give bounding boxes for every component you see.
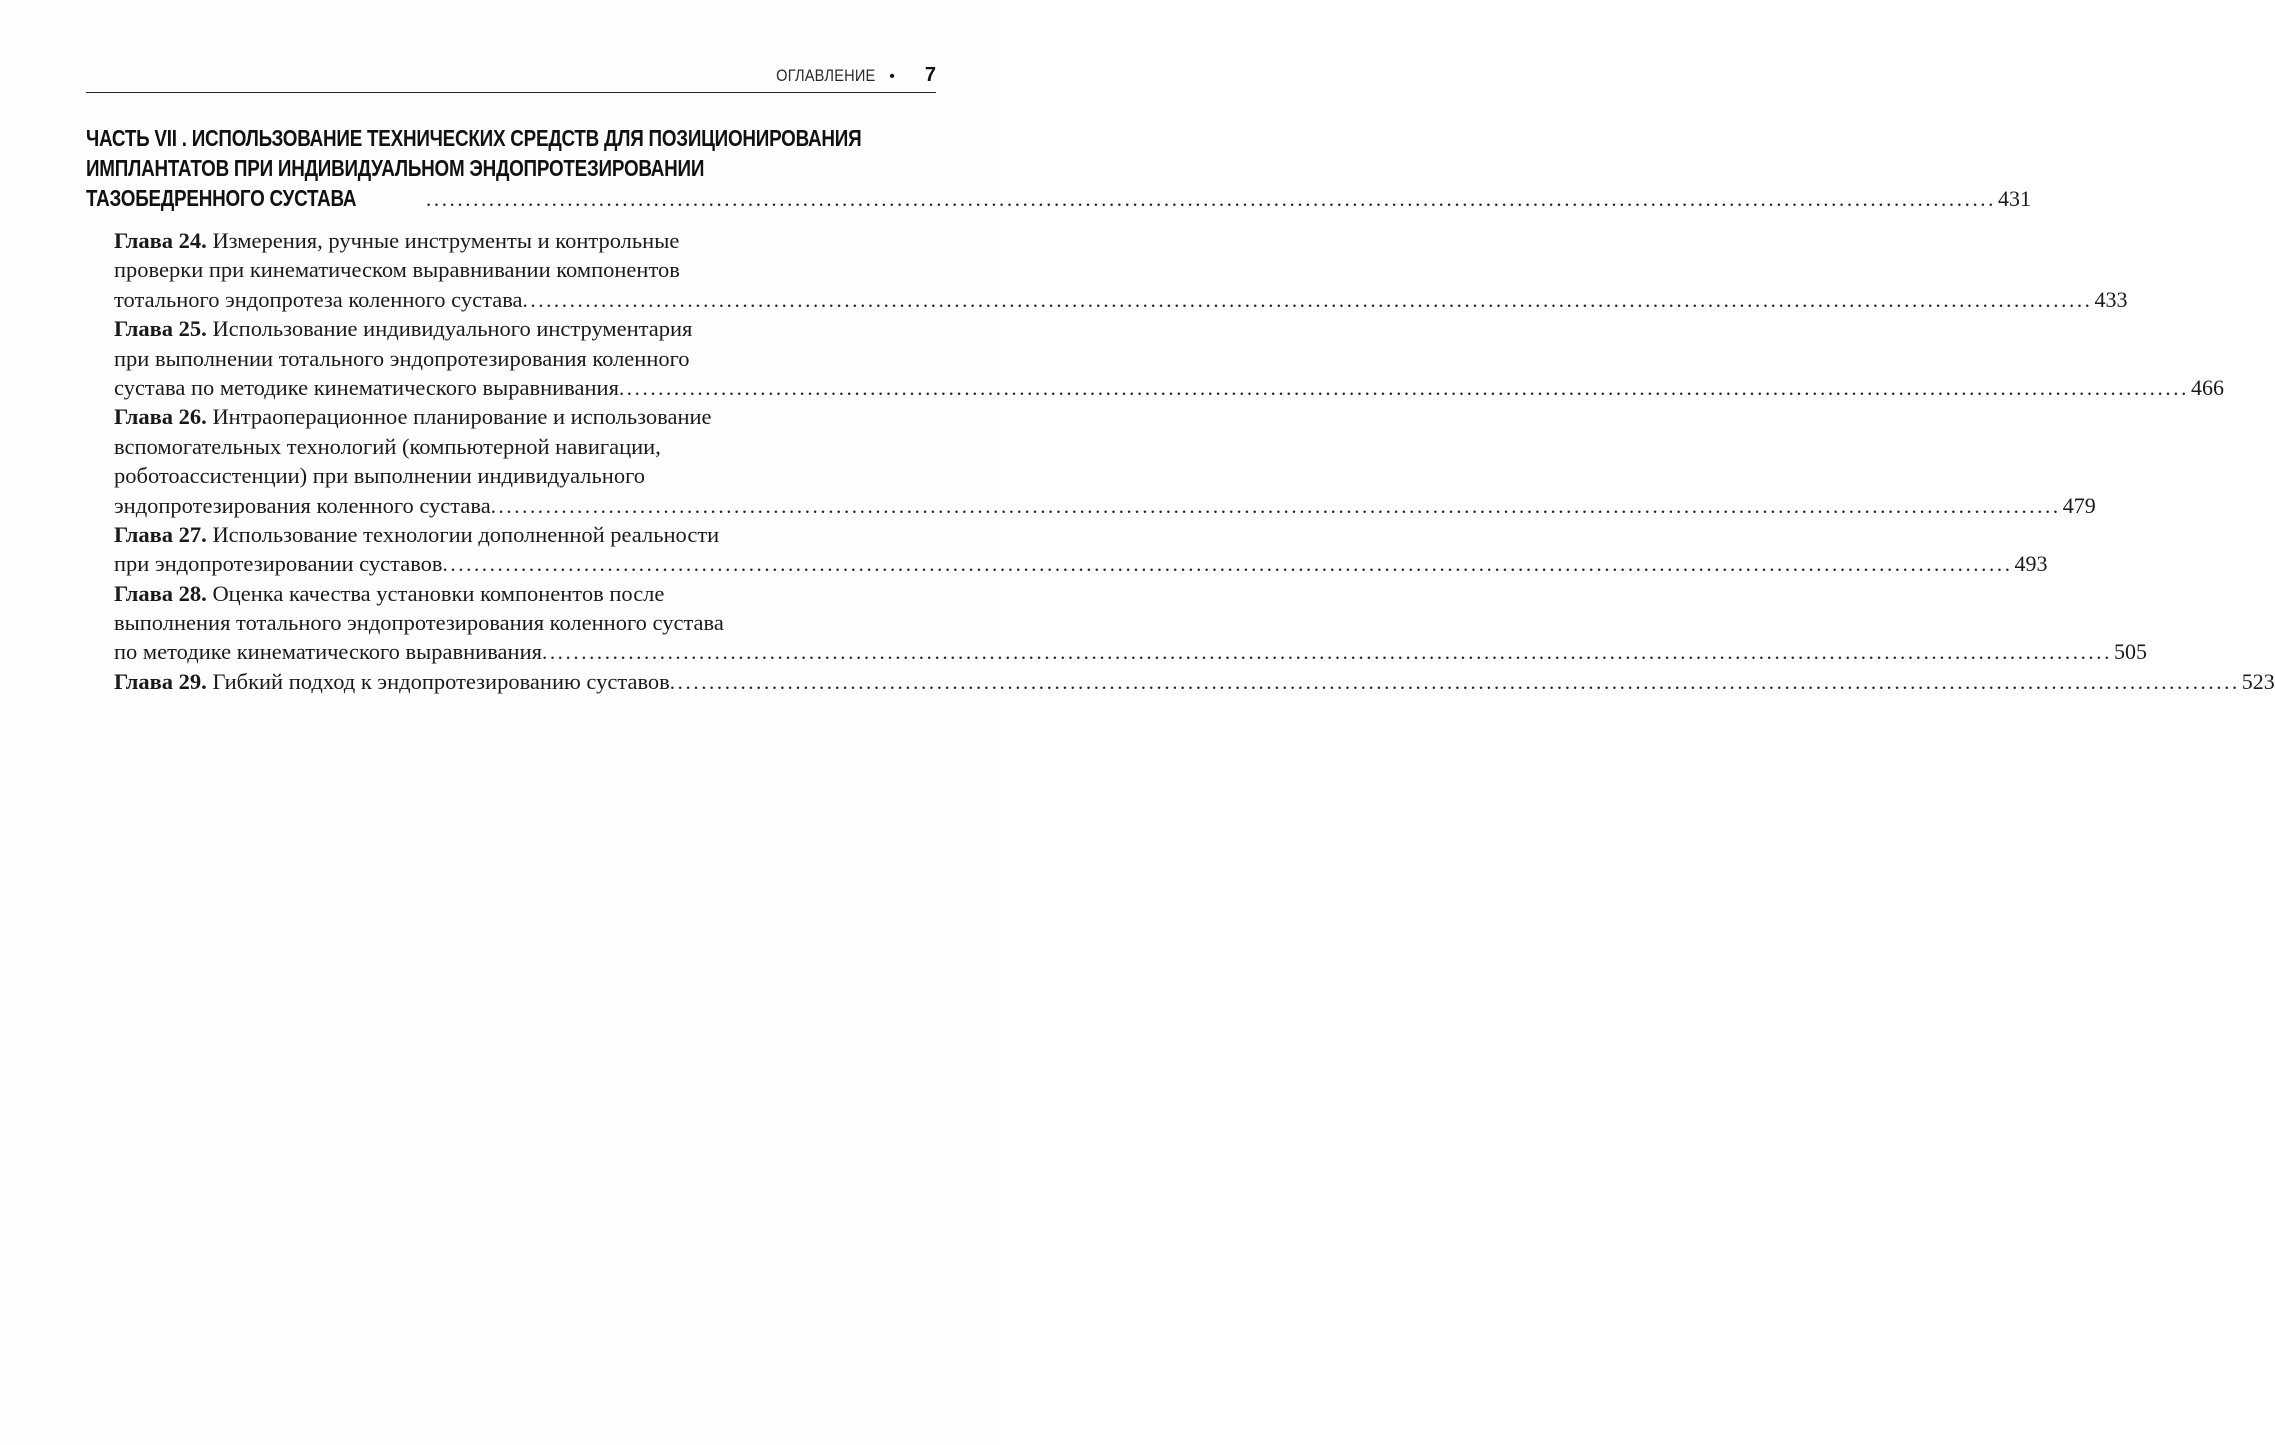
running-header-right	[760, 64, 936, 87]
chapter-page-number: 433	[2094, 286, 2128, 312]
toc-chapter-line	[114, 549, 2048, 578]
chapter-number: Глава 26.	[114, 404, 207, 430]
chapter-page-number: 505	[2113, 639, 2147, 665]
part-page-number: 431	[1998, 186, 2031, 211]
toc-chapter-line	[114, 579, 938, 608]
toc-chapter-text	[114, 581, 664, 606]
toc-chapter-text	[114, 549, 443, 578]
running-header-bullet: •	[889, 68, 895, 85]
chapter-title: тотального эндопротеза коленного сустава	[114, 286, 523, 312]
toc-chapter-line	[114, 461, 938, 490]
chapter-title: роботоассистенции) при выполнении индивидуального	[114, 463, 645, 489]
chapter-number: Глава 24.	[114, 228, 207, 253]
chapter-title: Гибкий подход к эндопротезированию суставов	[212, 668, 670, 694]
part-title-row	[86, 183, 2031, 217]
toc-chapter-entry	[114, 226, 2128, 314]
chapter-title: Интраоперационное планирование и использование	[212, 404, 712, 430]
toc-chapter-text	[114, 316, 692, 341]
toc-chapter-text	[114, 522, 719, 547]
toc-chapter-text	[114, 404, 712, 429]
toc-chapter-line	[114, 608, 938, 637]
toc-chapter-text	[114, 491, 491, 520]
chapter-title: при выполнении тотального эндопротезирования коленного	[114, 345, 690, 371]
toc-chapter-line	[114, 491, 2096, 520]
toc-chapter-line	[114, 226, 938, 255]
part-heading	[86, 123, 2031, 217]
toc-chapter-line	[114, 285, 2128, 314]
part-title-line: ИМПЛАНТАТОВ ПРИ ИНДИВИДУАЛЬНОМ ЭНДОПРОТЕЗИРОВАНИИ	[86, 155, 705, 181]
toc-chapter-line	[114, 373, 2224, 402]
toc-chapter-text	[114, 257, 680, 282]
dot-leader: ........................................................................................................................................................................................................	[490, 493, 2061, 518]
chapter-list	[114, 226, 2275, 696]
dot-leader: ........................................................................................................................................................................................................	[669, 669, 2240, 694]
chapter-number: Глава 29.	[114, 668, 207, 694]
toc-chapter-entry	[114, 402, 2096, 520]
chapter-page-number: 479	[2062, 492, 2096, 518]
toc-chapter-text	[114, 228, 679, 253]
toc-chapter-line	[114, 255, 938, 284]
chapter-title: при эндопротезировании суставов	[114, 551, 443, 577]
chapter-page-number: 493	[2014, 551, 2048, 577]
chapter-title: по методике кинематического выравнивания	[114, 639, 542, 665]
chapter-title: Использование индивидуального инструментария	[212, 316, 693, 342]
toc-chapter-entry	[114, 520, 2048, 579]
dot-leader: ........................................................................................................................................................................................................	[426, 187, 1996, 211]
toc-chapter-line	[114, 432, 938, 461]
toc-chapter-line	[114, 314, 938, 343]
chapter-title: Использование технологии дополненной реальности	[212, 521, 720, 547]
running-header-section: ОГЛАВЛЕНИЕ	[775, 66, 876, 85]
toc-chapter-text	[114, 637, 542, 666]
dot-leader: ........................................................................................................................................................................................................	[541, 640, 2112, 665]
toc-chapter-text	[114, 346, 690, 371]
toc-chapter-text	[114, 434, 661, 459]
part-title-line: ЧАСТЬ VII . ИСПОЛЬЗОВАНИЕ ТЕХНИЧЕСКИХ СРЕДСТВ ДЛЯ ПОЗИЦИОНИРОВАНИЯ	[86, 125, 862, 151]
chapter-title: вспомогательных технологий (компьютерной навигации,	[114, 433, 661, 459]
chapter-title: эндопротезирования коленного сустава	[114, 492, 491, 518]
toc-chapter-text	[114, 610, 724, 635]
toc-chapter-text	[114, 463, 645, 488]
toc-chapter-line	[114, 667, 2275, 696]
toc-chapter-text	[114, 373, 619, 402]
toc-chapter-line	[114, 402, 938, 431]
toc-chapter-text	[114, 667, 670, 696]
toc-chapter-entry	[114, 667, 2275, 696]
toc-chapter-line	[114, 344, 938, 373]
chapter-title: проверки при кинематическом выравнивании компонентов	[114, 257, 680, 283]
page-number: 7	[924, 64, 936, 86]
toc-chapter-text	[114, 285, 523, 314]
chapter-page-number: 466	[2190, 374, 2224, 400]
dot-leader: ........................................................................................................................................................................................................	[522, 287, 2093, 312]
part-title-line: ТАЗОБЕДРЕННОГО СУСТАВА	[86, 185, 357, 211]
chapter-number: Глава 25.	[114, 316, 207, 342]
chapter-page-number: 523	[2241, 668, 2275, 694]
chapter-title: Оценка качества установки компонентов после	[212, 580, 665, 606]
chapter-number: Глава 28.	[114, 580, 207, 606]
chapter-title: выполнения тотального эндопротезирования коленного сустава	[114, 610, 724, 636]
running-header	[86, 62, 936, 93]
chapter-title: сустава по методике кинематического выравнивания	[114, 374, 619, 400]
toc-chapter-line	[114, 520, 938, 549]
toc-chapter-entry	[114, 579, 2147, 667]
toc-chapter-entry	[114, 314, 2224, 402]
dot-leader: ........................................................................................................................................................................................................	[442, 552, 2013, 577]
chapter-title: Измерения, ручные инструменты и контрольные	[212, 228, 680, 253]
chapter-number: Глава 27.	[114, 521, 207, 547]
dot-leader: ........................................................................................................................................................................................................	[618, 375, 2189, 400]
toc-chapter-line	[114, 637, 2147, 666]
